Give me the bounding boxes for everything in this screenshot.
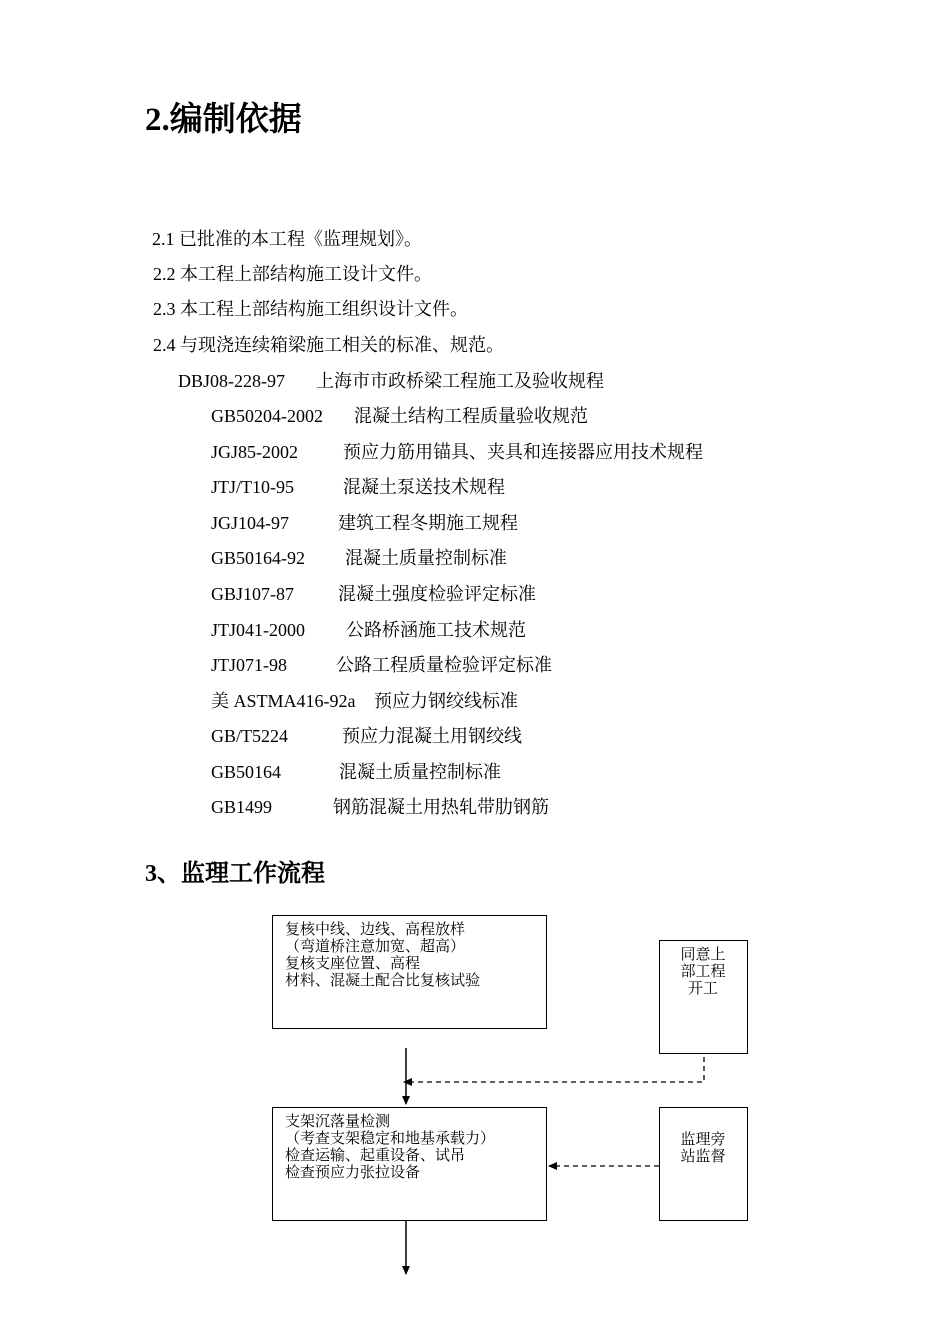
- flow-side-line: 开工: [687, 981, 718, 997]
- standard-code: JGJ104-97: [211, 513, 290, 533]
- basis-item-2: 2.2 本工程上部结构施工设计文件。: [153, 264, 432, 284]
- section-title-workflow: 3、监理工作流程: [145, 861, 325, 887]
- flow-box-support-check: [272, 1107, 547, 1221]
- standard-code: JTJ/T10-95: [211, 477, 294, 497]
- standard-title: 预应力钢绞线标准: [374, 691, 518, 711]
- basis-item-3: 2.3 本工程上部结构施工组织设计文件。: [153, 299, 468, 319]
- standard-code: GB1499: [211, 797, 273, 817]
- standard-title: 预应力筋用锚具、夹具和连接器应用技术规程: [343, 442, 703, 462]
- flow-side-line: 部工程: [680, 964, 726, 980]
- basis-item-4: 2.4 与现浇连续箱梁施工相关的标准、规范。: [153, 335, 504, 355]
- flow-side-line: 监理旁: [680, 1132, 726, 1148]
- basis-item-1: 2.1 已批准的本工程《监理规划》。: [152, 229, 422, 249]
- standard-title: 建筑工程冬期施工规程: [338, 513, 518, 533]
- standard-title: 混凝土泵送技术规程: [343, 477, 505, 497]
- standard-code: 美 ASTMA416-92a: [211, 691, 356, 711]
- standard-code: DBJ08-228-97: [178, 371, 285, 391]
- standard-code: GB/T5224: [211, 726, 289, 746]
- flow-box-line: （考查支架稳定和地基承载力）: [285, 1131, 496, 1147]
- standard-code: JGJ85-2002: [211, 442, 299, 462]
- flow-box-line: 检查预应力张拉设备: [285, 1165, 421, 1181]
- flow-box-line: 检查运输、起重设备、试吊: [285, 1148, 466, 1164]
- standard-title: 公路桥涵施工技术规范: [346, 620, 526, 640]
- section-title-basis: 2.编制依据: [145, 102, 302, 138]
- standard-code: GBJ107-87: [211, 584, 295, 604]
- flow-side-line: 站监督: [680, 1149, 726, 1165]
- standard-title: 钢筋混凝土用热轧带肋钢筋: [333, 797, 549, 817]
- standard-code: JTJ071-98: [211, 655, 287, 675]
- flow-side-box-approval: [659, 940, 748, 1054]
- standard-title: 混凝土结构工程质量验收规范: [354, 406, 588, 426]
- standard-code: JTJ041-2000: [211, 620, 305, 640]
- flow-side-box-supervision: [659, 1107, 748, 1221]
- flow-box-line: 复核中线、边线、高程放样: [285, 922, 466, 938]
- flow-side-line: 同意上: [680, 947, 726, 963]
- standard-title: 预应力混凝土用钢绞线: [342, 726, 522, 746]
- flow-box-survey-check: [272, 915, 547, 1029]
- standard-title: 混凝土强度检验评定标准: [338, 584, 536, 604]
- standard-title: 混凝土质量控制标准: [345, 548, 507, 568]
- standard-code: GB50204-2002: [211, 406, 323, 426]
- standard-title: 混凝土质量控制标准: [339, 762, 501, 782]
- flow-box-line: 材料、混凝土配合比复核试验: [285, 973, 481, 989]
- standard-title: 公路工程质量检验评定标准: [336, 655, 552, 675]
- flow-box-line: 复核支座位置、高程: [285, 956, 421, 972]
- flow-box-line: （弯道桥注意加宽、超高）: [285, 939, 466, 955]
- standard-code: GB50164: [211, 762, 282, 782]
- standard-code: GB50164-92: [211, 548, 305, 568]
- standard-title: 上海市市政桥梁工程施工及验收规程: [316, 371, 604, 391]
- flow-box-line: 支架沉落量检测: [285, 1114, 391, 1130]
